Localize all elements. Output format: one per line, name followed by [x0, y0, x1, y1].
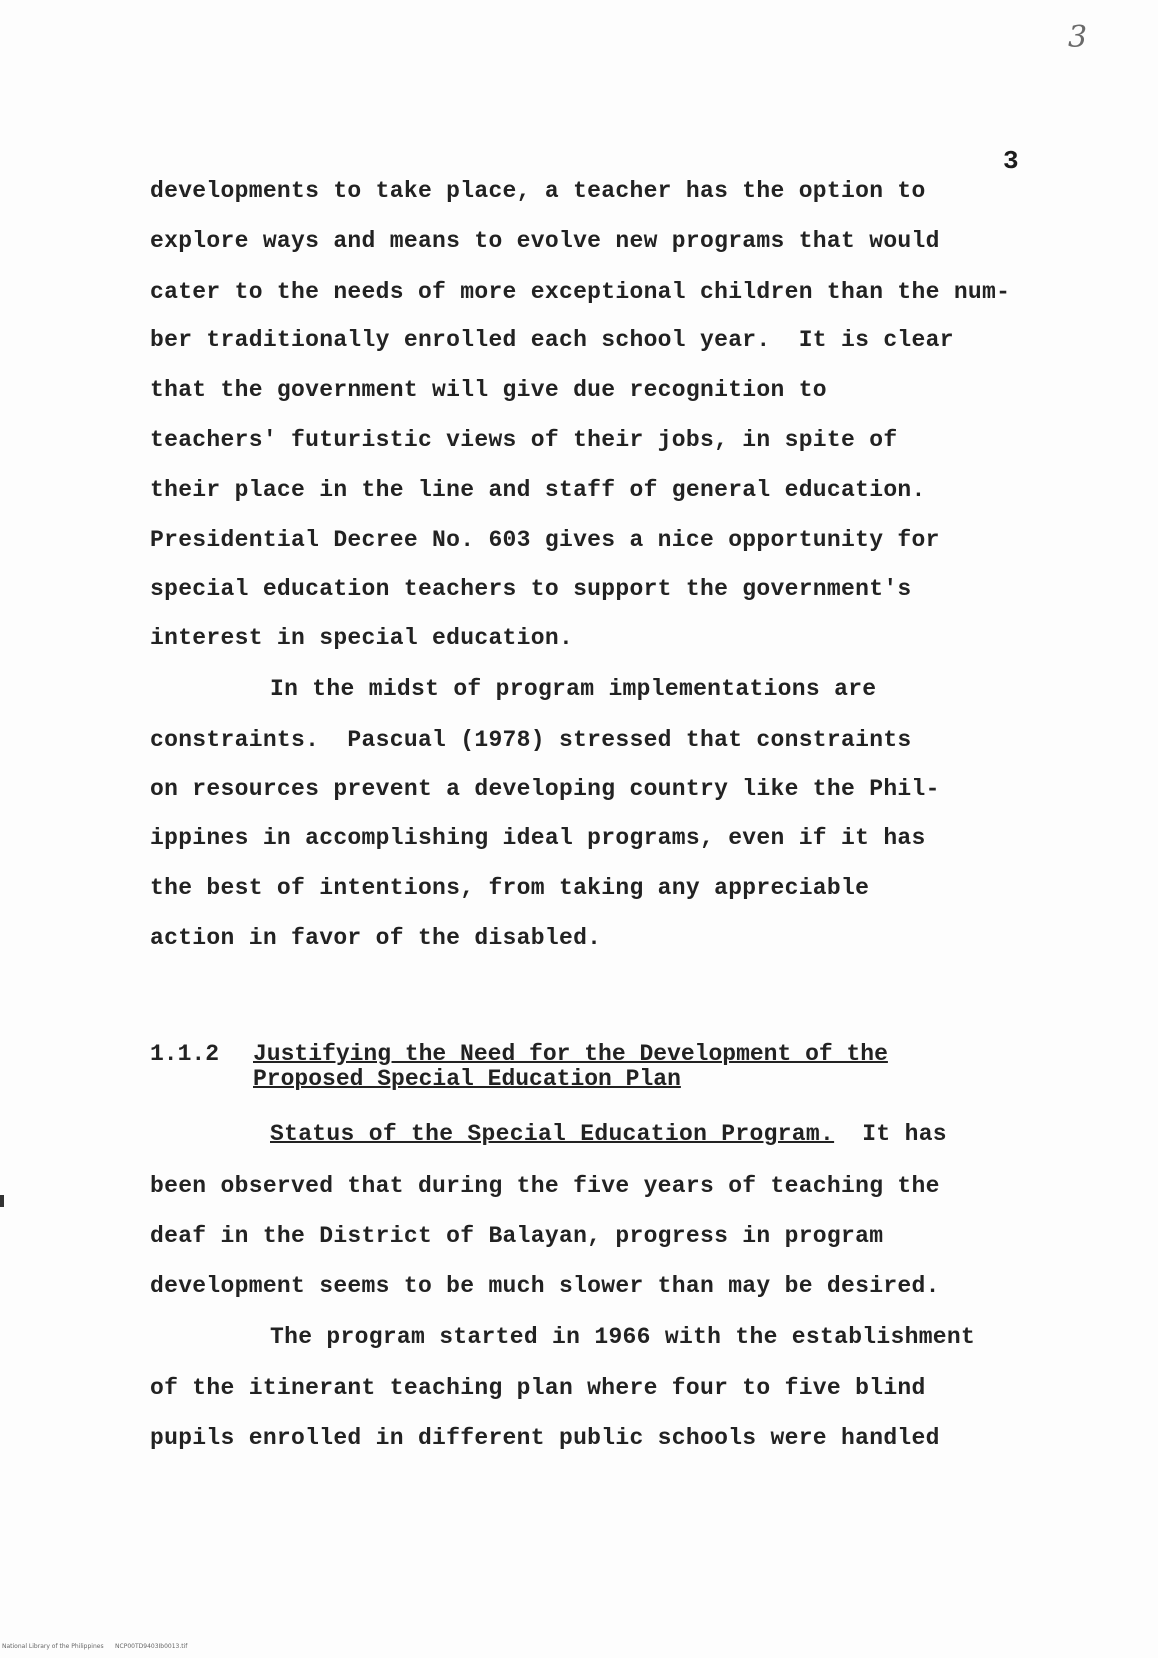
handwritten-page-mark: 3: [1068, 20, 1088, 55]
paragraph-line: explore ways and means to evolve new programs that would: [150, 228, 940, 254]
paragraph-line: teachers' futuristic views of their jobs, in spite of: [150, 427, 898, 453]
paragraph-line: the best of intentions, from taking any appreciable: [150, 875, 870, 901]
paragraph-line: cater to the needs of more exceptional children than the num-: [150, 279, 1011, 305]
footer-filename: NCP00TD9403Ib0013.tif: [115, 1643, 188, 1650]
subheading: Status of the Special Education Program.: [270, 1121, 835, 1147]
paragraph-line: interest in special education.: [150, 625, 574, 651]
paragraph-line: ber traditionally enrolled each school year. It is clear: [150, 327, 954, 353]
paragraph-line: Presidential Decree No. 603 gives a nice opportunity for: [150, 527, 940, 553]
paragraph-line: In the midst of program implementations are: [270, 676, 877, 702]
paragraph-line: action in favor of the disabled.: [150, 925, 602, 951]
paragraph-line: on resources prevent a developing country like the Phil-: [150, 776, 940, 802]
scan-artifact: [0, 1195, 4, 1207]
paragraph-line: constraints. Pascual (1978) stressed that constraints: [150, 727, 912, 753]
section-number: 1.1.2: [150, 1041, 220, 1067]
paragraph-line: that the government will give due recognition to: [150, 377, 827, 403]
paragraph-line: pupils enrolled in different public schools were handled: [150, 1425, 940, 1451]
section-title-line: Proposed Special Education Plan: [253, 1066, 681, 1092]
subheading-line: [270, 1121, 947, 1147]
paragraph-line: special education teachers to support the government's: [150, 576, 912, 602]
footer-library: National Library of the Philippines: [2, 1643, 104, 1650]
paragraph-line: of the itinerant teaching plan where four to five blind: [150, 1375, 926, 1401]
paragraph-line: The program started in 1966 with the establishment: [270, 1324, 976, 1350]
paragraph-line: deaf in the District of Balayan, progress in program: [150, 1223, 884, 1249]
subheading-line-rest: It has: [834, 1121, 947, 1147]
page-number: 3: [1003, 146, 1019, 176]
paragraph-line: been observed that during the five years of teaching the: [150, 1173, 940, 1199]
paragraph-line: their place in the line and staff of general education.: [150, 477, 926, 503]
paragraph-line: development seems to be much slower than may be desired.: [150, 1273, 940, 1299]
section-title-line: Justifying the Need for the Development of the: [253, 1041, 888, 1067]
paragraph-line: ippines in accomplishing ideal programs, even if it has: [150, 825, 926, 851]
scan-footer: [2, 1643, 187, 1650]
paragraph-line: developments to take place, a teacher has the option to: [150, 178, 926, 204]
